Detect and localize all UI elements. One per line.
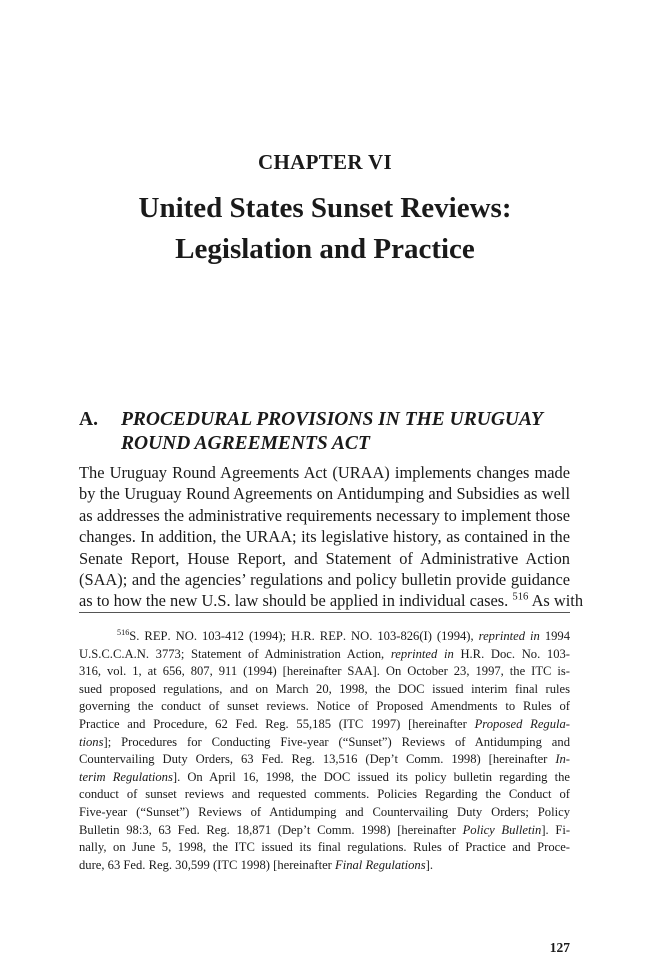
- fn-italic: Final Regulations: [335, 857, 426, 872]
- footnote-line: [79, 628, 570, 646]
- fn-italic: tions: [79, 734, 104, 749]
- body-line: changes. In addition, the URAA; its legislative history, as contained in the: [79, 527, 570, 547]
- fn-text: ]. On April 16, 1998, the DOC issued its policy bulletin regarding the: [172, 769, 570, 784]
- body-line-last: [79, 590, 584, 611]
- footnote-line: [79, 716, 570, 734]
- fn-text: 1994: [544, 629, 570, 643]
- footnote-line: conduct of sunset reviews and requested comments. Policies Regarding the Conduct of: [79, 787, 570, 802]
- fn-text: Bulletin 98:3, 63 Fed. Reg. 18,871 (Dep’t Comm. 1998) [hereinafter: [79, 822, 456, 837]
- footnote-line: 316, vol. 1, at 656, 807, 911 (1994) [hereinafter SAA]. On October 23, 1997, the ITC is-: [79, 664, 570, 679]
- section-heading-line-2: ROUND AGREEMENTS ACT: [121, 433, 370, 454]
- fn-italic: reprinted in: [390, 646, 454, 661]
- footnote-line: governing the conduct of sunset reviews. Notice of Proposed Amendments to Rules of: [79, 699, 570, 714]
- body-line: (SAA); and the agencies’ regulations and policy bulletin provide guidance: [79, 570, 570, 590]
- fn-text: EP: [152, 629, 168, 643]
- body-line: The Uruguay Round Agreements Act (URAA) implements changes made: [79, 463, 570, 482]
- body-line: as addresses the administrative requirements necessary to implement those: [79, 505, 570, 525]
- fn-text: O: [360, 629, 370, 643]
- fn-text: . 103-412 (1994); H.R. R: [193, 629, 329, 643]
- fn-text: ].: [425, 857, 433, 872]
- fn-text: . 103-826(I) (1994),: [369, 629, 474, 643]
- chapter-title-line-1: United States Sunset Reviews:: [138, 192, 512, 224]
- fn-text: . N: [167, 629, 185, 643]
- section-letter: A.: [79, 409, 98, 430]
- footnote-line: sued proposed regulations, and on March 20, 1998, the DOC issued interim final rules: [79, 681, 570, 696]
- chapter-title-line-2: Legislation and Practice: [175, 233, 475, 265]
- fn-italic: terim Regulations: [79, 769, 173, 784]
- footnote-line: [79, 751, 570, 769]
- section-heading-line-1: PROCEDURAL PROVISIONS IN THE URUGUAY: [121, 409, 543, 430]
- footnote-number: 516: [117, 627, 130, 637]
- section-heading: [79, 408, 579, 456]
- fn-text: dure, 63 Fed. Reg. 30,599 (ITC 1998) [hereinafter: [79, 857, 332, 872]
- chapter-label: CHAPTER VI: [258, 150, 392, 174]
- fn-italic: Policy Bulletin: [462, 822, 542, 837]
- footnote-516: [79, 628, 570, 874]
- body-line: Senate Report, House Report, and Statement of Administrative Action: [79, 548, 570, 568]
- footnote-reference[interactable]: 516: [512, 591, 529, 603]
- footnote-line: [79, 857, 570, 875]
- fn-text: Countervailing Duty Orders, 63 Fed. Reg. 13,516 (Dep’t Comm. 1998) [hereinafter: [79, 752, 548, 767]
- fn-text: EP: [328, 629, 343, 643]
- body-line: by the Uruguay Round Agreements on Antidumping and Subsidies as well: [79, 484, 570, 504]
- footnote-line: [79, 734, 570, 752]
- body-text-fragment: as to how the new U.S. law should be applied in individual cases.: [79, 591, 509, 611]
- fn-text: Practice and Procedure, 62 Fed. Reg. 55,185 (ITC 1997) [hereinafter: [79, 716, 467, 731]
- chapter-title: [0, 188, 650, 270]
- fn-italic: Proposed Regula-: [474, 716, 570, 731]
- footnote-line: nally, on June 5, 1998, the ITC issued its final regulations. Rules of Practice and Proce-: [79, 840, 570, 855]
- footnote-line: [79, 769, 570, 787]
- fn-text: U.S.C.C.A.N. 3773; Statement of Administration Action,: [79, 646, 385, 661]
- body-text-fragment: As with: [531, 591, 584, 611]
- footnote-divider: [79, 612, 570, 613]
- fn-text: H.R. Doc. No. 103-: [460, 646, 571, 661]
- body-paragraph: [79, 462, 584, 612]
- fn-text: ]; Procedures for Conducting Five-year (“Sunset”) Reviews of Antidumping and: [103, 734, 570, 749]
- fn-italic: In-: [555, 752, 570, 767]
- footnote-line: Five-year (“Sunset”) Reviews of Antidumping and Countervailing Duty Orders; Policy: [79, 804, 570, 819]
- fn-text: . N: [342, 629, 361, 643]
- fn-text: S. R: [129, 629, 153, 643]
- page-number: 127: [549, 940, 570, 955]
- fn-text: ]. Fi-: [541, 822, 571, 837]
- footnote-line: [79, 646, 570, 664]
- footnote-line: [79, 822, 570, 840]
- fn-text: O: [184, 629, 194, 643]
- fn-italic: reprinted in: [478, 629, 540, 643]
